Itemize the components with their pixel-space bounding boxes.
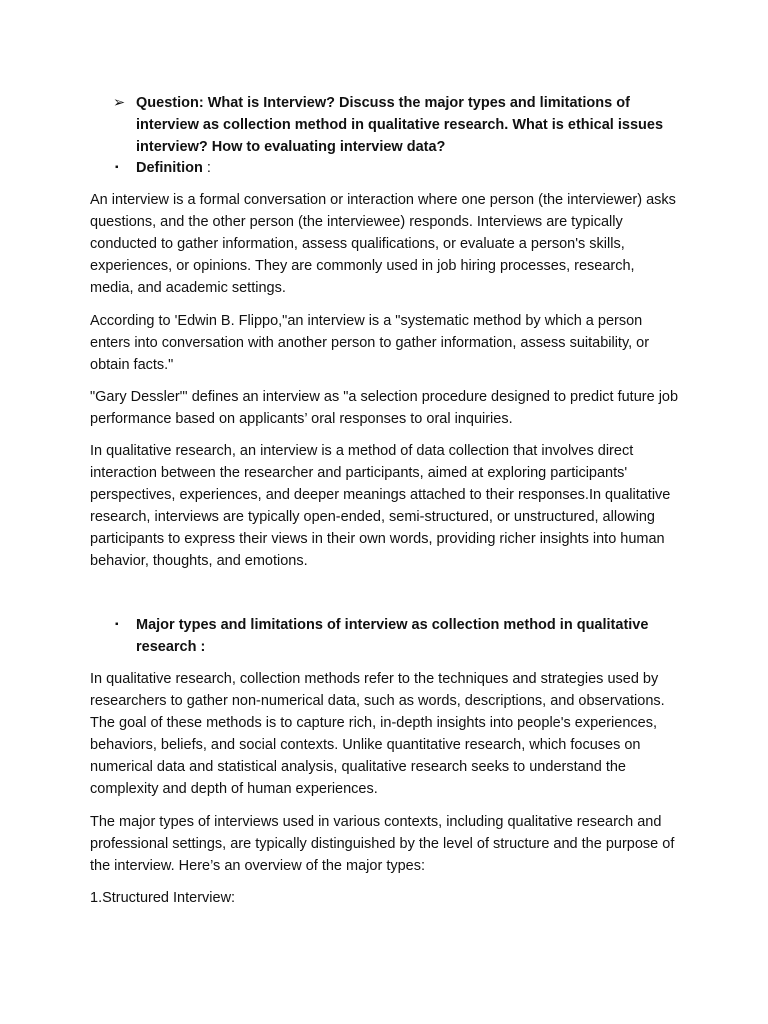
square-bullet-icon: ▪ — [115, 162, 119, 173]
definition-suffix: : — [202, 160, 211, 176]
paragraph-major-types-overview: The major types of interviews used in various contexts, including qualitative research and professional settings, are typically distinguished by the level of structure and the purpose of the interview. Here’s an overview of the major types: — [90, 814, 675, 874]
square-bullet-icon: ▪ — [115, 619, 119, 630]
question-text: Question: What is Interview? Discuss the major types and limitations of interview as collection method in qualitative research. What is ethical issues interview? How to evaluating interview data? — [136, 95, 664, 155]
arrow-bullet-icon: ➢ — [113, 95, 126, 111]
paragraph-interview-definition: An interview is a formal conversation or interaction where one person (the interviewer) asks questions, and the other person (the interviewee) responds. Interviews are typically conducted to gather information, assess qualifications, or evaluate a person's skills, experiences, or opinions. They are commonly used in job hiring processes, research, media, and academic settings. — [90, 192, 676, 296]
paragraph-collection-methods: In qualitative research, collection methods refer to the techniques and strategies used by researchers to gather non-numerical data, such as words, descriptions, and observations. The goal of these methods is to capture rich, in-depth insights into people's experiences, behaviors, beliefs, and social contexts. Unlike quantitative research, which focuses on numerical data and statistical analysis, qualitative research seeks to understand the complexity and depth of human experiences. — [90, 671, 665, 797]
definition-bullet — [113, 157, 673, 179]
definition-label: Definition — [136, 160, 203, 176]
major-types-bullet — [113, 614, 673, 658]
major-types-heading: Major types and limitations of interview as collection method in qualitative research : — [136, 617, 649, 655]
paragraph-flippo-quote: According to 'Edwin B. Flippo,"an interview is a "systematic method by which a person enters into conversation with another person to gather information, assess suitability, or obtain facts." — [90, 313, 650, 373]
question-bullet — [113, 92, 673, 158]
structured-interview-heading: 1.Structured Interview: — [90, 890, 236, 906]
paragraph-dessler-quote: "Gary Dessler"' defines an interview as "a selection procedure designed to predict future job performance based on applicants’ oral responses to oral inquiries. — [90, 389, 679, 427]
paragraph-qualitative-interview: In qualitative research, an interview is a method of data collection that involves direct interaction between the researcher and participants, aimed at exploring participants' perspectives, experiences, and deeper meanings attached to their responses.In qualitative research, interviews are typically open-ended, semi-structured, or unstructured, allowing participants to express their views in their own words, providing richer insights into human behavior, thoughts, and emotions. — [90, 443, 671, 569]
